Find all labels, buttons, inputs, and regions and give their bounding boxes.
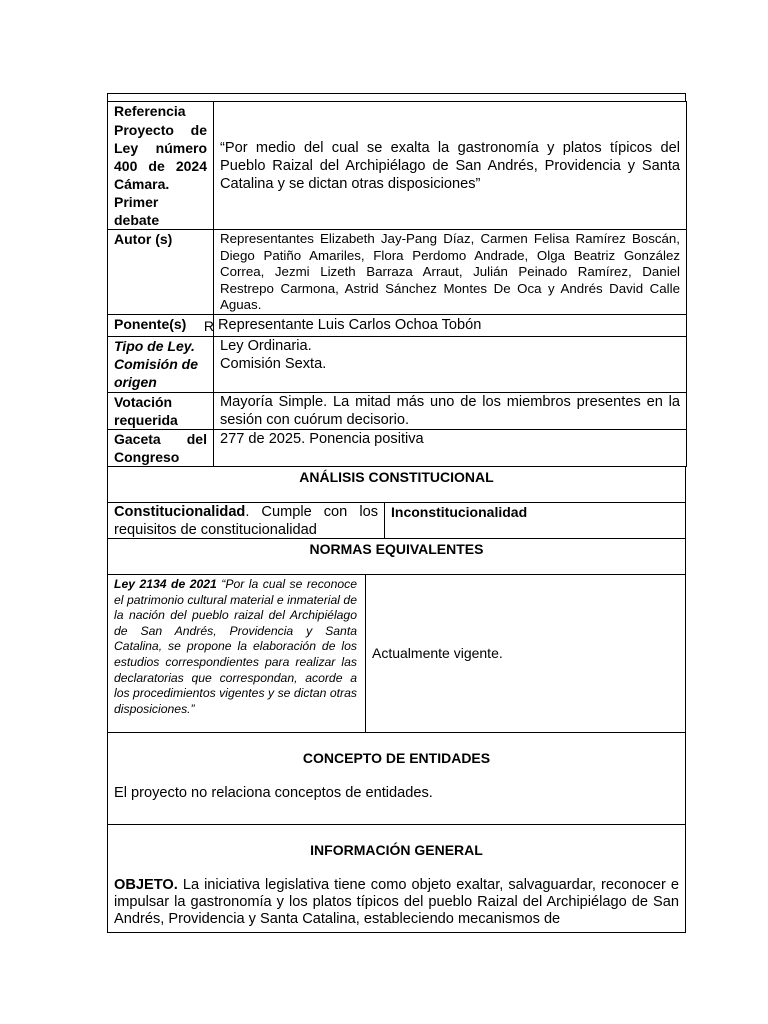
- tipo-label: Tipo de Ley.: [114, 337, 195, 354]
- ponente-value: Representante Luis Carlos Ochoa Tobón: [214, 314, 687, 336]
- concepto-section: [107, 733, 686, 825]
- informacion-section: [107, 825, 686, 933]
- concepto-text: El proyecto no relaciona conceptos de entidades.: [114, 784, 433, 801]
- row-votacion: [108, 392, 687, 429]
- law-description: “Por la cual se reconoce el patrimonio cultural material e inmaterial de la nación del pueblo raizal del Archipiélago de San Andrés, Providencia y Santa Catalina, se propone la elaboración de los estudios correspondientes para realizar las declaratorias que correspondan, acorde a los procedimientos vigentes y se dictan otras disposiciones.”: [114, 576, 357, 716]
- constitucionalidad-text: . Cumple con los requisitos de constitucionalidad: [114, 503, 378, 538]
- row-referencia: [108, 102, 687, 230]
- constitucionalidad-label: Constitucionalidad: [114, 503, 246, 520]
- comision-value: Comisión Sexta.: [220, 355, 327, 372]
- analisis-section: [107, 467, 686, 503]
- bill-info-table: [107, 101, 687, 467]
- tipo-value: Ley Ordinaria.: [220, 337, 312, 354]
- normas-row: [107, 575, 686, 733]
- inconstitucionalidad-label: Inconstitucionalidad: [391, 503, 528, 520]
- objeto-text: La iniciativa legislativa tiene como objeto exaltar, salvaguardar, reconocer e impulsar la gastronomía y los platos típicos del pueblo Raizal del Archipiélago de San Andrés, Providencia y Santa Catalina, estableciendo mecanismos de: [114, 876, 679, 927]
- gaceta-label: Gaceta del Congreso: [114, 430, 207, 465]
- votacion-value: Mayoría Simple. La mitad más uno de los miembros presentes en la sesión con cuórum decisorio.: [214, 392, 687, 429]
- proyecto-label: Proyecto de Ley número 400 de 2024 Cámara. Primer debate: [114, 122, 207, 228]
- row-tipo: [108, 336, 687, 392]
- autores-label: Autor (s): [108, 230, 214, 315]
- autores-value: Representantes Elizabeth Jay-Pang Díaz, Carmen Felisa Ramírez Boscán, Diego Patiño Amariles, Flora Perdomo Andrade, Olga Beatriz González Correa, Jezmi Lizeth Barraza Arraut, Julián Peinado Ramírez, Daniel Restrepo Carmona, Astrid Sánchez Montes De Oca y Andrés David Calle Aguas.: [214, 230, 687, 315]
- objeto-label: OBJETO.: [114, 876, 178, 893]
- legislative-summary-sheet: [107, 93, 686, 933]
- row-ponente: [108, 314, 687, 336]
- normas-title: NORMAS EQUIVALENTES: [309, 540, 484, 557]
- ponente-prefix: R: [203, 317, 214, 334]
- analisis-title: ANÁLISIS CONSTITUCIONAL: [299, 468, 494, 485]
- bill-title: “Por medio del cual se exalta la gastronomía y platos típicos del Pueblo Raizal del Archipiélago de San Andrés, Providencia y Santa Catalina y se dictan otras disposiciones”: [214, 102, 687, 230]
- informacion-title: INFORMACIÓN GENERAL: [310, 841, 483, 858]
- ponente-label: Ponente(s): [114, 315, 187, 332]
- top-border-band: [107, 93, 686, 101]
- comision-label: Comisión de origen: [114, 355, 199, 390]
- constitucionalidad-row: [107, 503, 686, 539]
- normas-section: [107, 539, 686, 575]
- gaceta-value: 277 de 2025. Ponencia positiva: [214, 429, 687, 466]
- row-autores: [108, 230, 687, 315]
- law-reference: Ley 2134 de 2021: [114, 576, 217, 591]
- referencia-label: Referencia: [114, 103, 186, 119]
- votacion-label: Votación requerida: [108, 392, 214, 429]
- law-status: Actualmente vigente.: [372, 645, 503, 662]
- concepto-title: CONCEPTO DE ENTIDADES: [302, 749, 491, 766]
- row-gaceta: [108, 429, 687, 466]
